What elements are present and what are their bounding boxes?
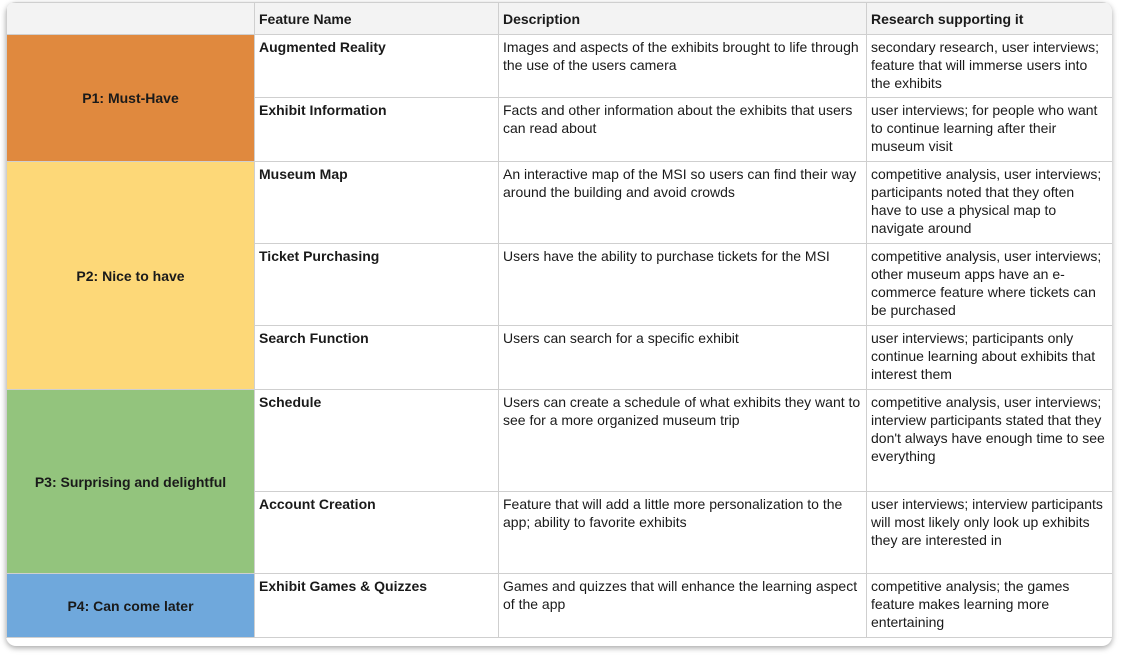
header-research: Research supporting it	[867, 3, 1113, 35]
research-cell: competitive analysis; the games feature makes learning more entertaining	[867, 574, 1113, 638]
feature-name-cell: Ticket Purchasing	[255, 244, 499, 326]
description-cell: An interactive map of the MSI so users can find their way around the building and avoid crowds	[499, 162, 867, 244]
table-row	[7, 574, 1113, 638]
description-cell: Feature that will add a little more personalization to the app; ability to favorite exhibits	[499, 492, 867, 574]
research-cell: competitive analysis, user interviews; interview participants stated that they don't always have enough time to see everything	[867, 390, 1113, 492]
priority-p3-cell: P3: Surprising and delightful	[7, 390, 255, 574]
feature-name-cell: Search Function	[255, 326, 499, 390]
research-cell: user interviews; interview participants will most likely only look up exhibits they are interested in	[867, 492, 1113, 574]
priority-p4-cell: P4: Can come later	[7, 574, 255, 638]
research-cell: user interviews; participants only continue learning about exhibits that interest them	[867, 326, 1113, 390]
research-cell: user interviews; for people who want to continue learning after their museum visit	[867, 98, 1113, 162]
feature-name-cell: Exhibit Information	[255, 98, 499, 162]
description-cell: Users can search for a specific exhibit	[499, 326, 867, 390]
feature-name-cell: Augmented Reality	[255, 35, 499, 98]
priority-p1-cell: P1: Must-Have	[7, 35, 255, 162]
feature-name-cell: Exhibit Games & Quizzes	[255, 574, 499, 638]
header-description: Description	[499, 3, 867, 35]
research-cell: competitive analysis, user interviews; other museum apps have an e-commerce feature where tickets can be purchased	[867, 244, 1113, 326]
feature-prioritization-card	[6, 2, 1112, 646]
feature-name-cell: Account Creation	[255, 492, 499, 574]
feature-name-cell: Schedule	[255, 390, 499, 492]
header-row	[7, 3, 1113, 35]
feature-name-cell: Museum Map	[255, 162, 499, 244]
description-cell: Games and quizzes that will enhance the learning aspect of the app	[499, 574, 867, 638]
table-row	[7, 390, 1113, 492]
table-row	[7, 162, 1113, 244]
research-cell: competitive analysis, user interviews; participants noted that they often have to use a physical map to navigate around	[867, 162, 1113, 244]
description-cell: Images and aspects of the exhibits brought to life through the use of the users camera	[499, 35, 867, 98]
description-cell: Users have the ability to purchase tickets for the MSI	[499, 244, 867, 326]
table-row	[7, 35, 1113, 98]
header-feature-name: Feature Name	[255, 3, 499, 35]
research-cell: secondary research, user interviews; feature that will immerse users into the exhibits	[867, 35, 1113, 98]
description-cell: Users can create a schedule of what exhibits they want to see for a more organized museum trip	[499, 390, 867, 492]
header-priority	[7, 3, 255, 35]
feature-prioritization-table	[6, 2, 1112, 638]
priority-p2-cell: P2: Nice to have	[7, 162, 255, 390]
description-cell: Facts and other information about the exhibits that users can read about	[499, 98, 867, 162]
